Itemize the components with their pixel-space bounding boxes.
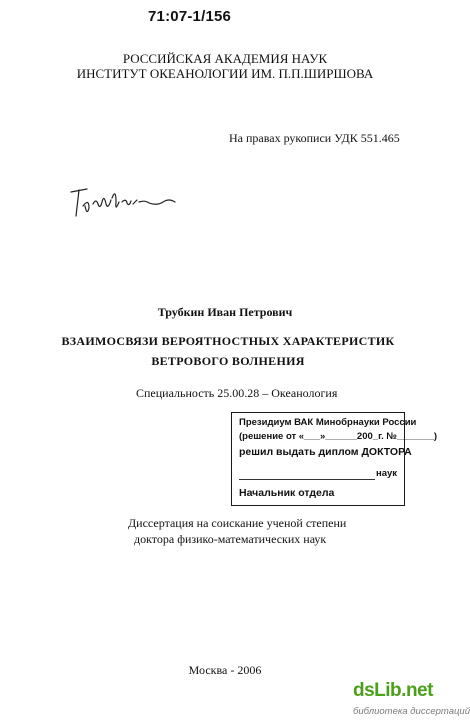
stamp-line-presidium: Президиум ВАК Минобрнауки России	[239, 417, 417, 428]
vak-stamp	[231, 412, 438, 506]
stamp-blank-line	[239, 479, 375, 480]
degree-statement-line2: доктора физико-математических наук	[134, 532, 327, 546]
document-code: 71:07-1/156	[148, 8, 232, 25]
stamp-line-decision: (решение от «___»______200_г. №_______)	[239, 431, 438, 442]
stamp-line-degree: наук	[376, 468, 398, 479]
institute-name: ИНСТИТУТ ОКЕАНОЛОГИИ ИМ. П.П.ШИРШОВА	[76, 66, 374, 81]
watermark-subtitle: библиотека диссертаций	[353, 706, 470, 717]
dissertation-title-line1: ВЗАИМОСВЯЗИ ВЕРОЯТНОСТНЫХ ХАРАКТЕРИСТИК	[61, 334, 395, 348]
specialty: Специальность 25.00.28 – Океанология	[136, 386, 338, 400]
city-year: Москва - 2006	[188, 663, 262, 677]
watermark-logo: dsLib.net	[353, 680, 433, 701]
stamp-line-head: Начальник отдела	[239, 487, 335, 499]
dissertation-title-line2: ВЕТРОВОГО ВОЛНЕНИЯ	[151, 354, 305, 368]
author-name: Трубкин Иван Петрович	[157, 305, 293, 319]
manuscript-rights-udc: На правах рукописи УДК 551.465	[229, 131, 400, 145]
stamp-line-award: решил выдать диплом ДОКТОРА	[239, 446, 412, 458]
degree-statement-line1: Диссертация на соискание ученой степени	[128, 516, 347, 530]
organization-name: РОССИЙСКАЯ АКАДЕМИЯ НАУК	[122, 51, 328, 66]
handwritten-signature	[65, 184, 180, 220]
watermark	[353, 680, 470, 723]
